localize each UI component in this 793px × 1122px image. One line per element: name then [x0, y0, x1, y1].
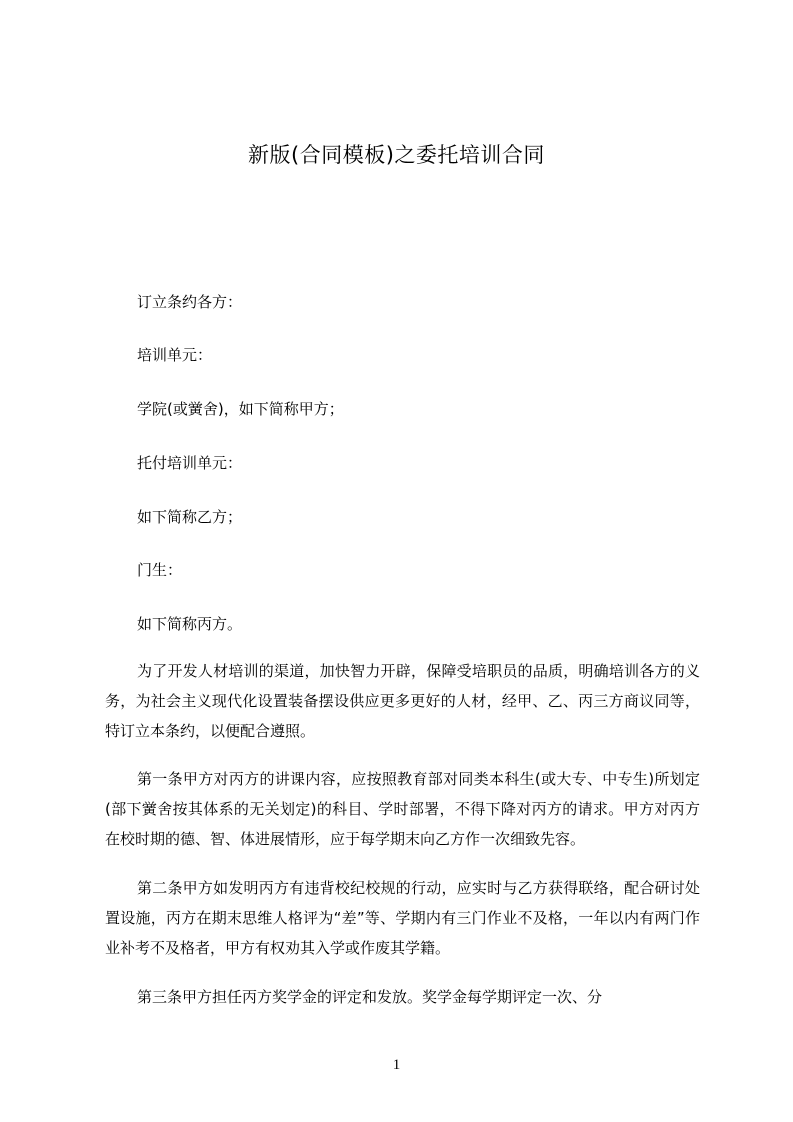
- document-title: 新版(合同模板)之委托培训合同: [248, 143, 545, 167]
- entrusting-unit-line: 托付培训单元：: [137, 454, 243, 472]
- party-a-line: 学院(或黉舍)，如下简称甲方；: [137, 400, 344, 418]
- parties-heading: 订立条约各方：: [137, 293, 243, 311]
- article-1-paragraph: 第一条甲方对丙方的讲课内容，应按照教育部对同类本科生(或大专、中专生)所划定(部下黉舍按其体系的无关划定)的科目、学时部署，不得下降对丙方的请求。甲方对丙方在校时期的德、智、体进展情形，应于每学期末向乙方作一次细致先容。: [105, 770, 700, 848]
- preamble-paragraph: 为了开发人材培训的渠道，加快智力开辟，保障受培职员的品质，明确培训各方的义务，为社会主义现代化设置装备摆设供应更多更好的人材，经甲、乙、丙三方商议同等，特订立本条约，以便配合遵照。: [105, 662, 700, 740]
- article-2-paragraph: 第二条甲方如发明丙方有违背校纪校规的行动，应实时与乙方获得联络，配合研讨处置设施，丙方在期末思维人格评为“差”等、学期内有三门作业不及格，一年以内有两门作业补考不及格者，甲方有权劝其入学或作废其学籍。: [105, 879, 700, 957]
- training-unit-line: 培训单元：: [137, 346, 213, 364]
- student-line: 门生：: [137, 561, 183, 579]
- page-number: 1: [392, 1057, 401, 1073]
- party-c-line: 如下简称丙方。: [137, 615, 243, 633]
- article-3-paragraph: 第三条甲方担任丙方奖学金的评定和发放。奖学金每学期评定一次、分: [137, 988, 603, 1006]
- party-b-line: 如下简称乙方；: [137, 508, 243, 526]
